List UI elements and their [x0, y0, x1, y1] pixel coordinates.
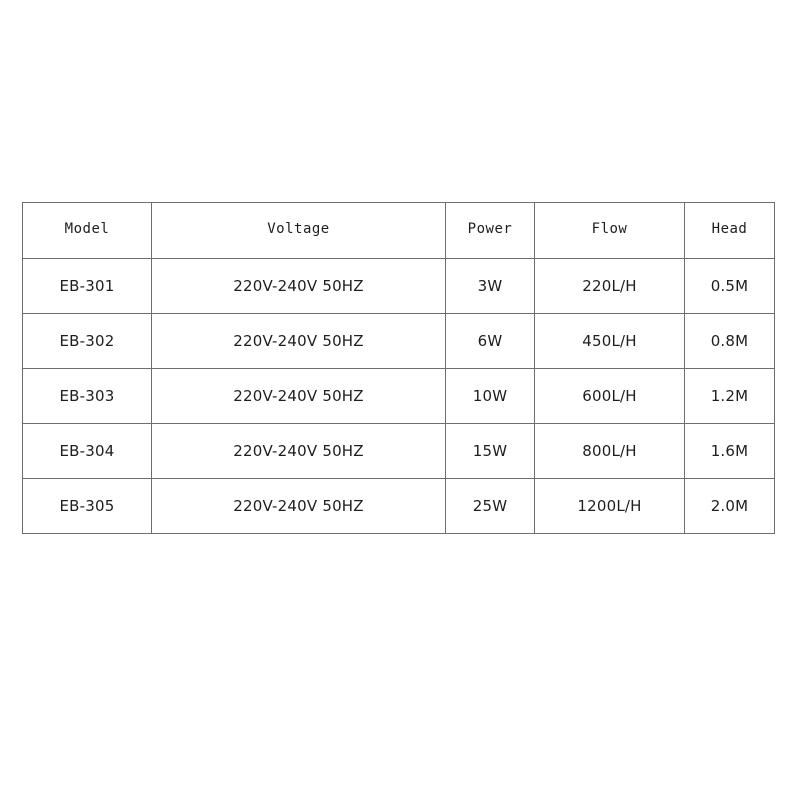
cell-flow: 600L/H [535, 369, 685, 424]
cell-voltage: 220V-240V 50HZ [152, 369, 446, 424]
cell-power: 25W [446, 479, 535, 534]
cell-model: EB-305 [23, 479, 152, 534]
spec-table [22, 202, 775, 534]
cell-voltage: 220V-240V 50HZ [152, 314, 446, 369]
cell-model: EB-301 [23, 259, 152, 314]
cell-power: 10W [446, 369, 535, 424]
table-row [23, 369, 775, 424]
cell-head: 1.2M [685, 369, 775, 424]
cell-power: 15W [446, 424, 535, 479]
cell-power: 3W [446, 259, 535, 314]
cell-head: 1.6M [685, 424, 775, 479]
cell-voltage: 220V-240V 50HZ [152, 424, 446, 479]
cell-flow: 1200L/H [535, 479, 685, 534]
cell-head: 0.5M [685, 259, 775, 314]
header-flow: Flow [535, 203, 685, 259]
cell-model: EB-302 [23, 314, 152, 369]
cell-head: 0.8M [685, 314, 775, 369]
cell-model: EB-304 [23, 424, 152, 479]
cell-flow: 800L/H [535, 424, 685, 479]
table-row [23, 259, 775, 314]
cell-voltage: 220V-240V 50HZ [152, 479, 446, 534]
header-model: Model [23, 203, 152, 259]
cell-flow: 450L/H [535, 314, 685, 369]
header-power: Power [446, 203, 535, 259]
header-voltage: Voltage [152, 203, 446, 259]
table-row [23, 424, 775, 479]
cell-flow: 220L/H [535, 259, 685, 314]
cell-voltage: 220V-240V 50HZ [152, 259, 446, 314]
header-head: Head [685, 203, 775, 259]
cell-head: 2.0M [685, 479, 775, 534]
table-header-row [23, 203, 775, 259]
cell-model: EB-303 [23, 369, 152, 424]
table-row [23, 314, 775, 369]
table-row [23, 479, 775, 534]
cell-power: 6W [446, 314, 535, 369]
